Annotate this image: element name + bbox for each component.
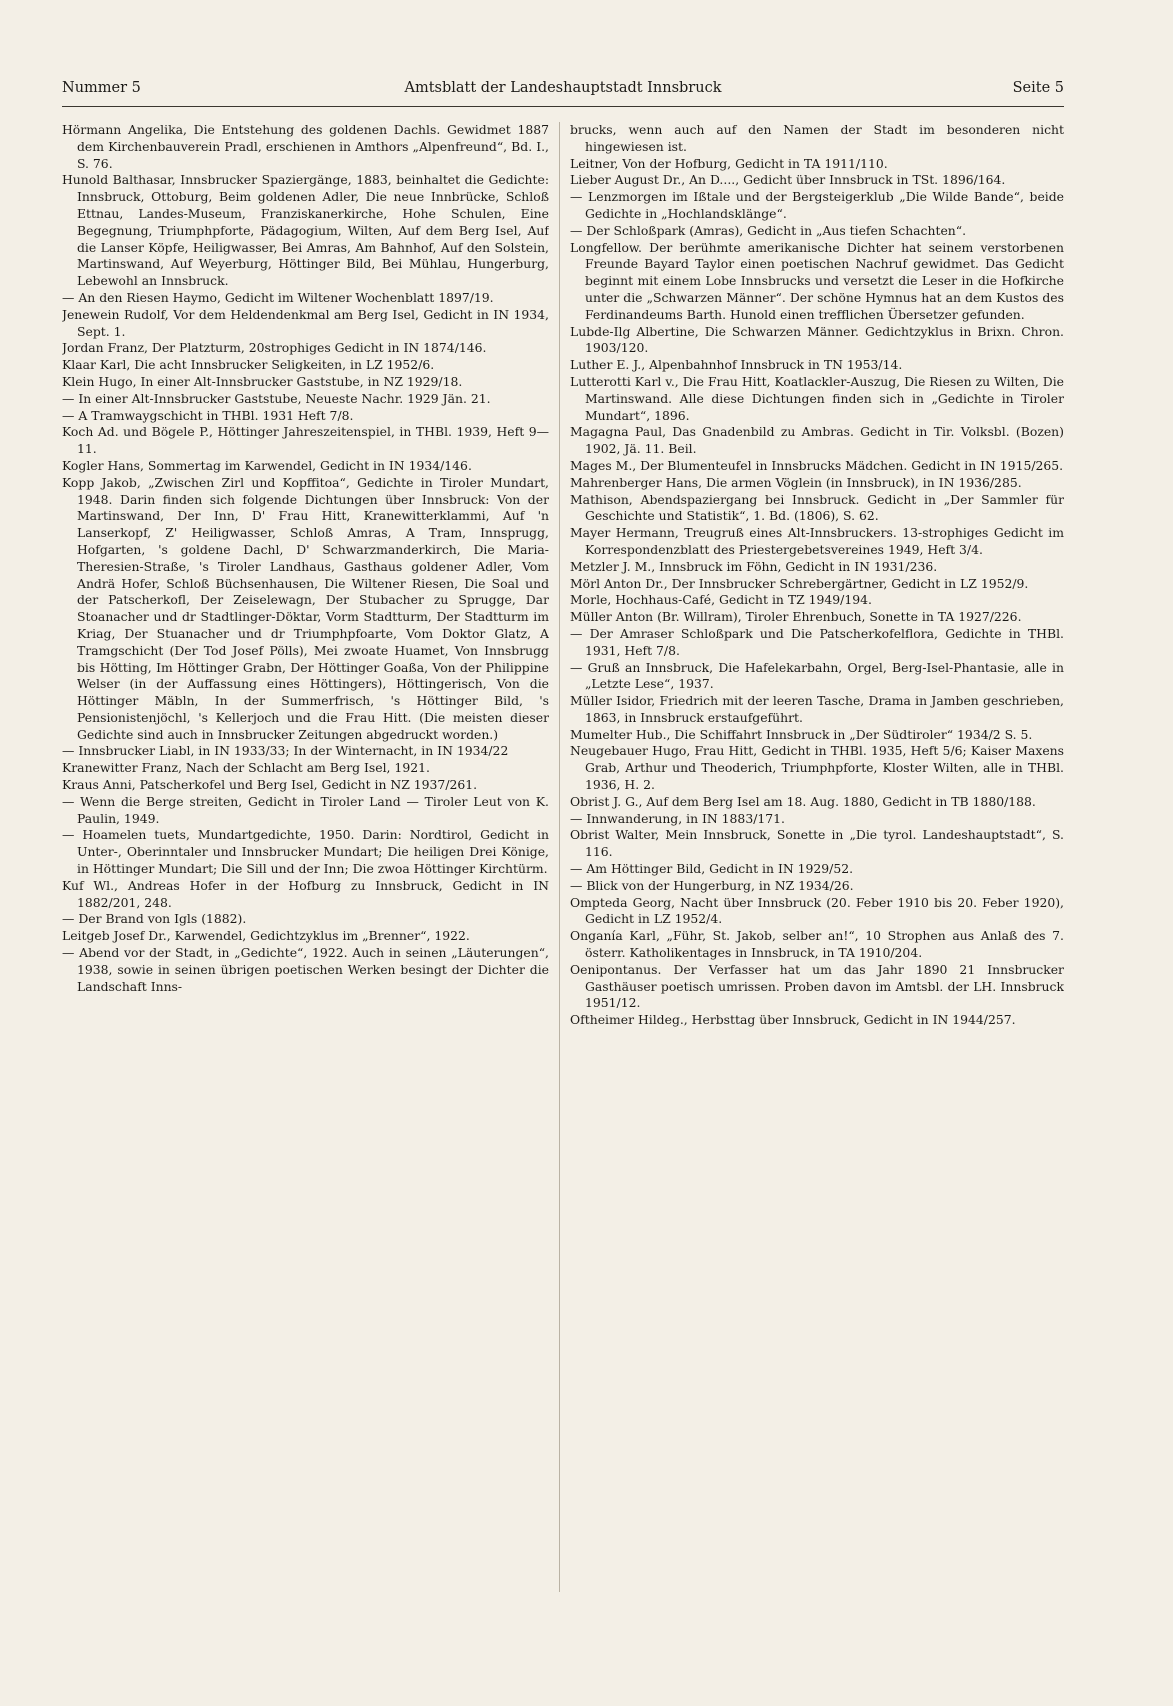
bibliography-entry: Kranewitter Franz, Nach der Schlacht am Berg Isel, 1921. (62, 760, 430, 776)
bibliography-entry: Mahrenberger Hans, Die armen Vöglein (in Innsbruck), in IN 1936/285. (570, 474, 1022, 490)
bibliography-entry: — Lenzmorgen im Ißtale und der Bergsteigerklub „Die Wilde Bande“, beide Gedichte in „Hochlandsklänge“. (570, 189, 1064, 221)
bibliography-entry: Mayer Hermann, Treugruß eines Alt-Innsbruckers. 13-strophiges Gedicht im Korrespondenzblatt des Priestergebetsvereines 1949, Heft 3/4. (570, 525, 1064, 557)
bibliography-entry: Jordan Franz, Der Platzturm, 20strophiges Gedicht in IN 1874/146. (62, 340, 487, 356)
bibliography-entry: Mathison, Abendspaziergang bei Innsbruck. Gedicht in „Der Sammler für Geschichte und Statistik“, 1. Bd. (1806), S. 62. (570, 491, 1064, 524)
left-column (62, 122, 549, 1687)
bibliography-entry: — Innsbrucker Liabl, in IN 1933/33; In der Winternacht, in IN 1934/22 (62, 743, 509, 759)
bibliography-entry: Metzler J. M., Innsbruck im Föhn, Gedicht in IN 1931/236. (570, 558, 938, 574)
bibliography-entry: Kuf Wl., Andreas Hofer in der Hofburg zu Innsbruck, Gedicht in IN 1882/201, 248. (62, 877, 549, 910)
bibliography-entry: Longfellow. Der berühmte amerikanische Dichter hat seinem verstorbenen Freunde Bayard Taylor einen poetischen Nachruf gewidmet. Das Gedicht beginnt mit einem Lobe Innsbrucks und versetzt die Leser in die Hofkirche unter die „Schwarzen Männer“. Der schöne Hymnus hat an dem Kustos des Ferdinandeums Barth. Hunold einen trefflichen Übersetzer gefunden. (570, 239, 1064, 322)
bibliography-entry: Luther E. J., Alpenbahnhof Innsbruck in TN 1953/14. (570, 357, 903, 373)
bibliography-entry: Leitgeb Josef Dr., Karwendel, Gedichtzyklus im „Brenner“, 1922. (62, 928, 470, 944)
publication-title: Amtsblatt der Landeshauptstadt Innsbruck (404, 80, 722, 96)
bibliography-entry: — A Tramwaygschicht in THBl. 1931 Heft 7/8. (62, 407, 354, 423)
bibliography-entry: Magagna Paul, Das Gnadenbild zu Ambras. Gedicht in Tir. Volksbl. (Bozen) 1902, Jä. 11. Beil. (570, 424, 1064, 457)
bibliography-entry: Neugebauer Hugo, Frau Hitt, Gedicht in THBl. 1935, Heft 5/6; Kaiser Maxens Grab, Arthur und Theoderich, Triumphpforte, Kloster Wilten, alle in THBl. 1936, H. 2. (570, 743, 1064, 793)
running-header (62, 80, 1064, 106)
bibliography-entry: Klein Hugo, In einer Alt-Innsbrucker Gaststube, in NZ 1929/18. (62, 373, 463, 389)
bibliography-entry: Müller Isidor, Friedrich mit der leeren Tasche, Drama in Jamben geschrieben, 1863, in Innsbruck erstaufgeführt. (570, 693, 1064, 725)
bibliography-entry: Kraus Anni, Patscherkofel und Berg Isel, Gedicht in NZ 1937/261. (62, 777, 478, 793)
bibliography-entry: — Wenn die Berge streiten, Gedicht in Tiroler Land — Tiroler Leut von K. Paulin, 1949. (62, 793, 549, 826)
bibliography-entry: — An den Riesen Haymo, Gedicht im Wiltener Wochenblatt 1897/19. (62, 289, 494, 305)
bibliography-entry: Obrist J. G., Auf dem Berg Isel am 18. Aug. 1880, Gedicht in TB 1880/188. (570, 793, 1036, 809)
bibliography-entry: Leitner, Von der Hofburg, Gedicht in TA 1911/110. (570, 155, 888, 171)
bibliography-entry: — Innwanderung, in IN 1883/171. (570, 810, 785, 826)
bibliography-entry: Koch Ad. und Bögele P., Höttinger Jahreszeitenspiel, in THBl. 1939, Heft 9—11. (62, 424, 549, 457)
bibliography-entry: Onganía Karl, „Führ, St. Jakob, selber an!“, 10 Strophen aus Anlaß des 7. österr. Katholikentages in Innsbruck, in TA 1910/204. (570, 928, 1064, 961)
bibliography-entry: — Abend vor der Stadt, in „Gedichte“, 1922. Auch in seinen „Läuterungen“, 1938, sowie in seinen übrigen poetischen Werken besingt der Dichter die Landschaft Inns- (62, 945, 549, 994)
bibliography-entry: Mumelter Hub., Die Schiffahrt Innsbruck in „Der Südtiroler“ 1934/2 S. 5. (570, 726, 1033, 742)
bibliography-entry: Kopp Jakob, „Zwischen Zirl und Kopffitoa“, Gedichte in Tiroler Mundart, 1948. Darin finden sich folgende Dichtungen über Innsbruck: Von der Martinswand, Der Inn, D' Frau Hitt, Kranewitterklammi, Auf 'n Lanserkopf, Z' Heiligwasser, Schloß Amras, A Tram, Innsprugg, Hofgarten, 's goldene Dachl, D' Schwarzmanderkirch, Die Maria-Theresien-Straße, 's Tiroler Landhaus, Gasthaus goldener Adler, Vom Andrä Hofer, Schloß Büchsenhausen, Die Wiltener Riesen, Die Soal und der Patscherkofl, Der Zeiselewagn, Der Stubacher zu Sprugge, Dar Stoanacher und dr Stadtlinger-Döktar, Vorm Stadtturm, Der Stadtturm im Kriag, Der Stuanacher und dr Triumphpfoarte, Vom Doktor Glatz, A Tramgschicht (Der Tod Josef Pölls), Mei zwoate Huamet, Von Innsbrugg bis Hötting, Im Höttinger Grabn, Der Höttinger Goaßa, Von der Philippine Welser (in der Auffassung eines Höttingers), Höttingerisch, Von die Höttinger Mäbln, In der Summerfrisch, 's Höttinger Bild, 's Pensionistenjöchl, 's Kellerjoch und die Frau Hitt. (Die meisten dieser Gedichte sind auch in Innsbrucker Zeitungen abgedruckt worden.) (62, 474, 549, 742)
bibliography-entry: Mages M., Der Blumenteufel in Innsbrucks Mädchen. Gedicht in IN 1915/265. (570, 457, 1064, 473)
bibliography-entry: Lieber August Dr., An D...., Gedicht über Innsbruck in TSt. 1896/164. (570, 172, 1006, 188)
bibliography-entry: — Gruß an Innsbruck, Die Hafelekarbahn, Orgel, Berg-Isel-Phantasie, alle in „Letzte Lese“, 1937. (570, 659, 1064, 692)
bibliography-entry: Ompteda Georg, Nacht über Innsbruck (20. Feber 1910 bis 20. Feber 1920), Gedicht in LZ 1952/4. (570, 894, 1064, 927)
bibliography-entry: Mörl Anton Dr., Der Innsbrucker Schrebergärtner, Gedicht in LZ 1952/9. (570, 575, 1029, 591)
bibliography-entry: — Am Höttinger Bild, Gedicht in IN 1929/52. (570, 861, 854, 877)
bibliography-entry: Oftheimer Hildeg., Herbsttag über Innsbruck, Gedicht in IN 1944/257. (570, 1012, 1016, 1028)
bibliography-entry: Müller Anton (Br. Willram), Tiroler Ehrenbuch, Sonette in TA 1927/226. (570, 609, 1022, 625)
bibliography-entry: Hunold Balthasar, Innsbrucker Spaziergänge, 1883, beinhaltet die Gedichte: Innsbruck, Ottoburg, Beim goldenen Adler, Die neue Innbrücke, Schloß Ettnau, Landes-Museum, Franziskanerkirche, Hohe Schulen, Eine Begegnung, Triumphpforte, Pädagogium, Wilten, Auf dem Berg Isel, Auf die Lanser Köpfe, Heiligwasser, Bei Amras, Am Bahnhof, Auf den Solstein, Martinswand, Auf Weyerburg, Höttinger Bild, Bei Mühlau, Hungerburg, Lebewohl an Innsbruck. (62, 172, 549, 289)
header-rule (62, 106, 1064, 107)
bibliography-entry: Kogler Hans, Sommertag im Karwendel, Gedicht in IN 1934/146. (62, 457, 472, 473)
page-number: Seite 5 (1012, 80, 1064, 96)
bibliography-entry: — In einer Alt-Innsbrucker Gaststube, Neueste Nachr. 1929 Jän. 21. (62, 390, 491, 406)
bibliography-entry: Lubde-Ilg Albertine, Die Schwarzen Männer. Gedichtzyklus in Brixn. Chron. 1903/120. (570, 323, 1064, 356)
bibliography-entry: Oenipontanus. Der Verfasser hat um das Jahr 1890 21 Innsbrucker Gasthäuser poetisch umrissen. Proben davon im Amtsbl. der LH. Innsbruck 1951/12. (570, 961, 1064, 1011)
bibliography-entry: Morle, Hochhaus-Café, Gedicht in TZ 1949/194. (570, 592, 872, 608)
issue-number: Nummer 5 (62, 80, 141, 96)
bibliography-entry: Hörmann Angelika, Die Entstehung des goldenen Dachls. Gewidmet 1887 dem Kirchenbauverein Pradl, erschienen in Amthors „Alpenfreund“, Bd. I., S. 76. (62, 122, 549, 171)
bibliography-entry: — Blick von der Hungerburg, in NZ 1934/26. (570, 877, 854, 893)
right-column (570, 122, 1064, 1687)
bibliography-entry: Jenewein Rudolf, Vor dem Heldendenkmal am Berg Isel, Gedicht in IN 1934, Sept. 1. (62, 306, 549, 339)
bibliography-entry: Klaar Karl, Die acht Innsbrucker Seligkeiten, in LZ 1952/6. (62, 357, 435, 373)
bibliography-entry: — Hoamelen tuets, Mundartgedichte, 1950. Darin: Nordtirol, Gedicht in Unter-, Oberinntaler und Innsbrucker Mundart; Die heiligen Drei Könige, in Höttinger Mundart; Die Sill und der Inn; Die zwoa Höttinger Kirchtürm. (62, 827, 549, 877)
bibliography-entry: — Der Schloßpark (Amras), Gedicht in „Aus tiefen Schachten“. (570, 222, 967, 238)
bibliography-entry: — Der Brand von Igls (1882). (62, 911, 247, 927)
bibliography-entry: Lutterotti Karl v., Die Frau Hitt, Koatlackler-Auszug, Die Riesen zu Wilten, Die Martinswand. Alle diese Dichtungen finden sich in „Gedichte in Tiroler Mundart“, 1896. (570, 373, 1064, 423)
column-divider (559, 122, 560, 1592)
bibliography-entry: — Der Amraser Schloßpark und Die Patscherkofelflora, Gedichte in THBl. 1931, Heft 7/8. (570, 625, 1064, 658)
bibliography-entry: brucks, wenn auch auf den Namen der Stadt im besonderen nicht hingewiesen ist. (570, 122, 1064, 154)
bibliography-entry: Obrist Walter, Mein Innsbruck, Sonette in „Die tyrol. Landeshauptstadt“, S. 116. (570, 827, 1064, 860)
